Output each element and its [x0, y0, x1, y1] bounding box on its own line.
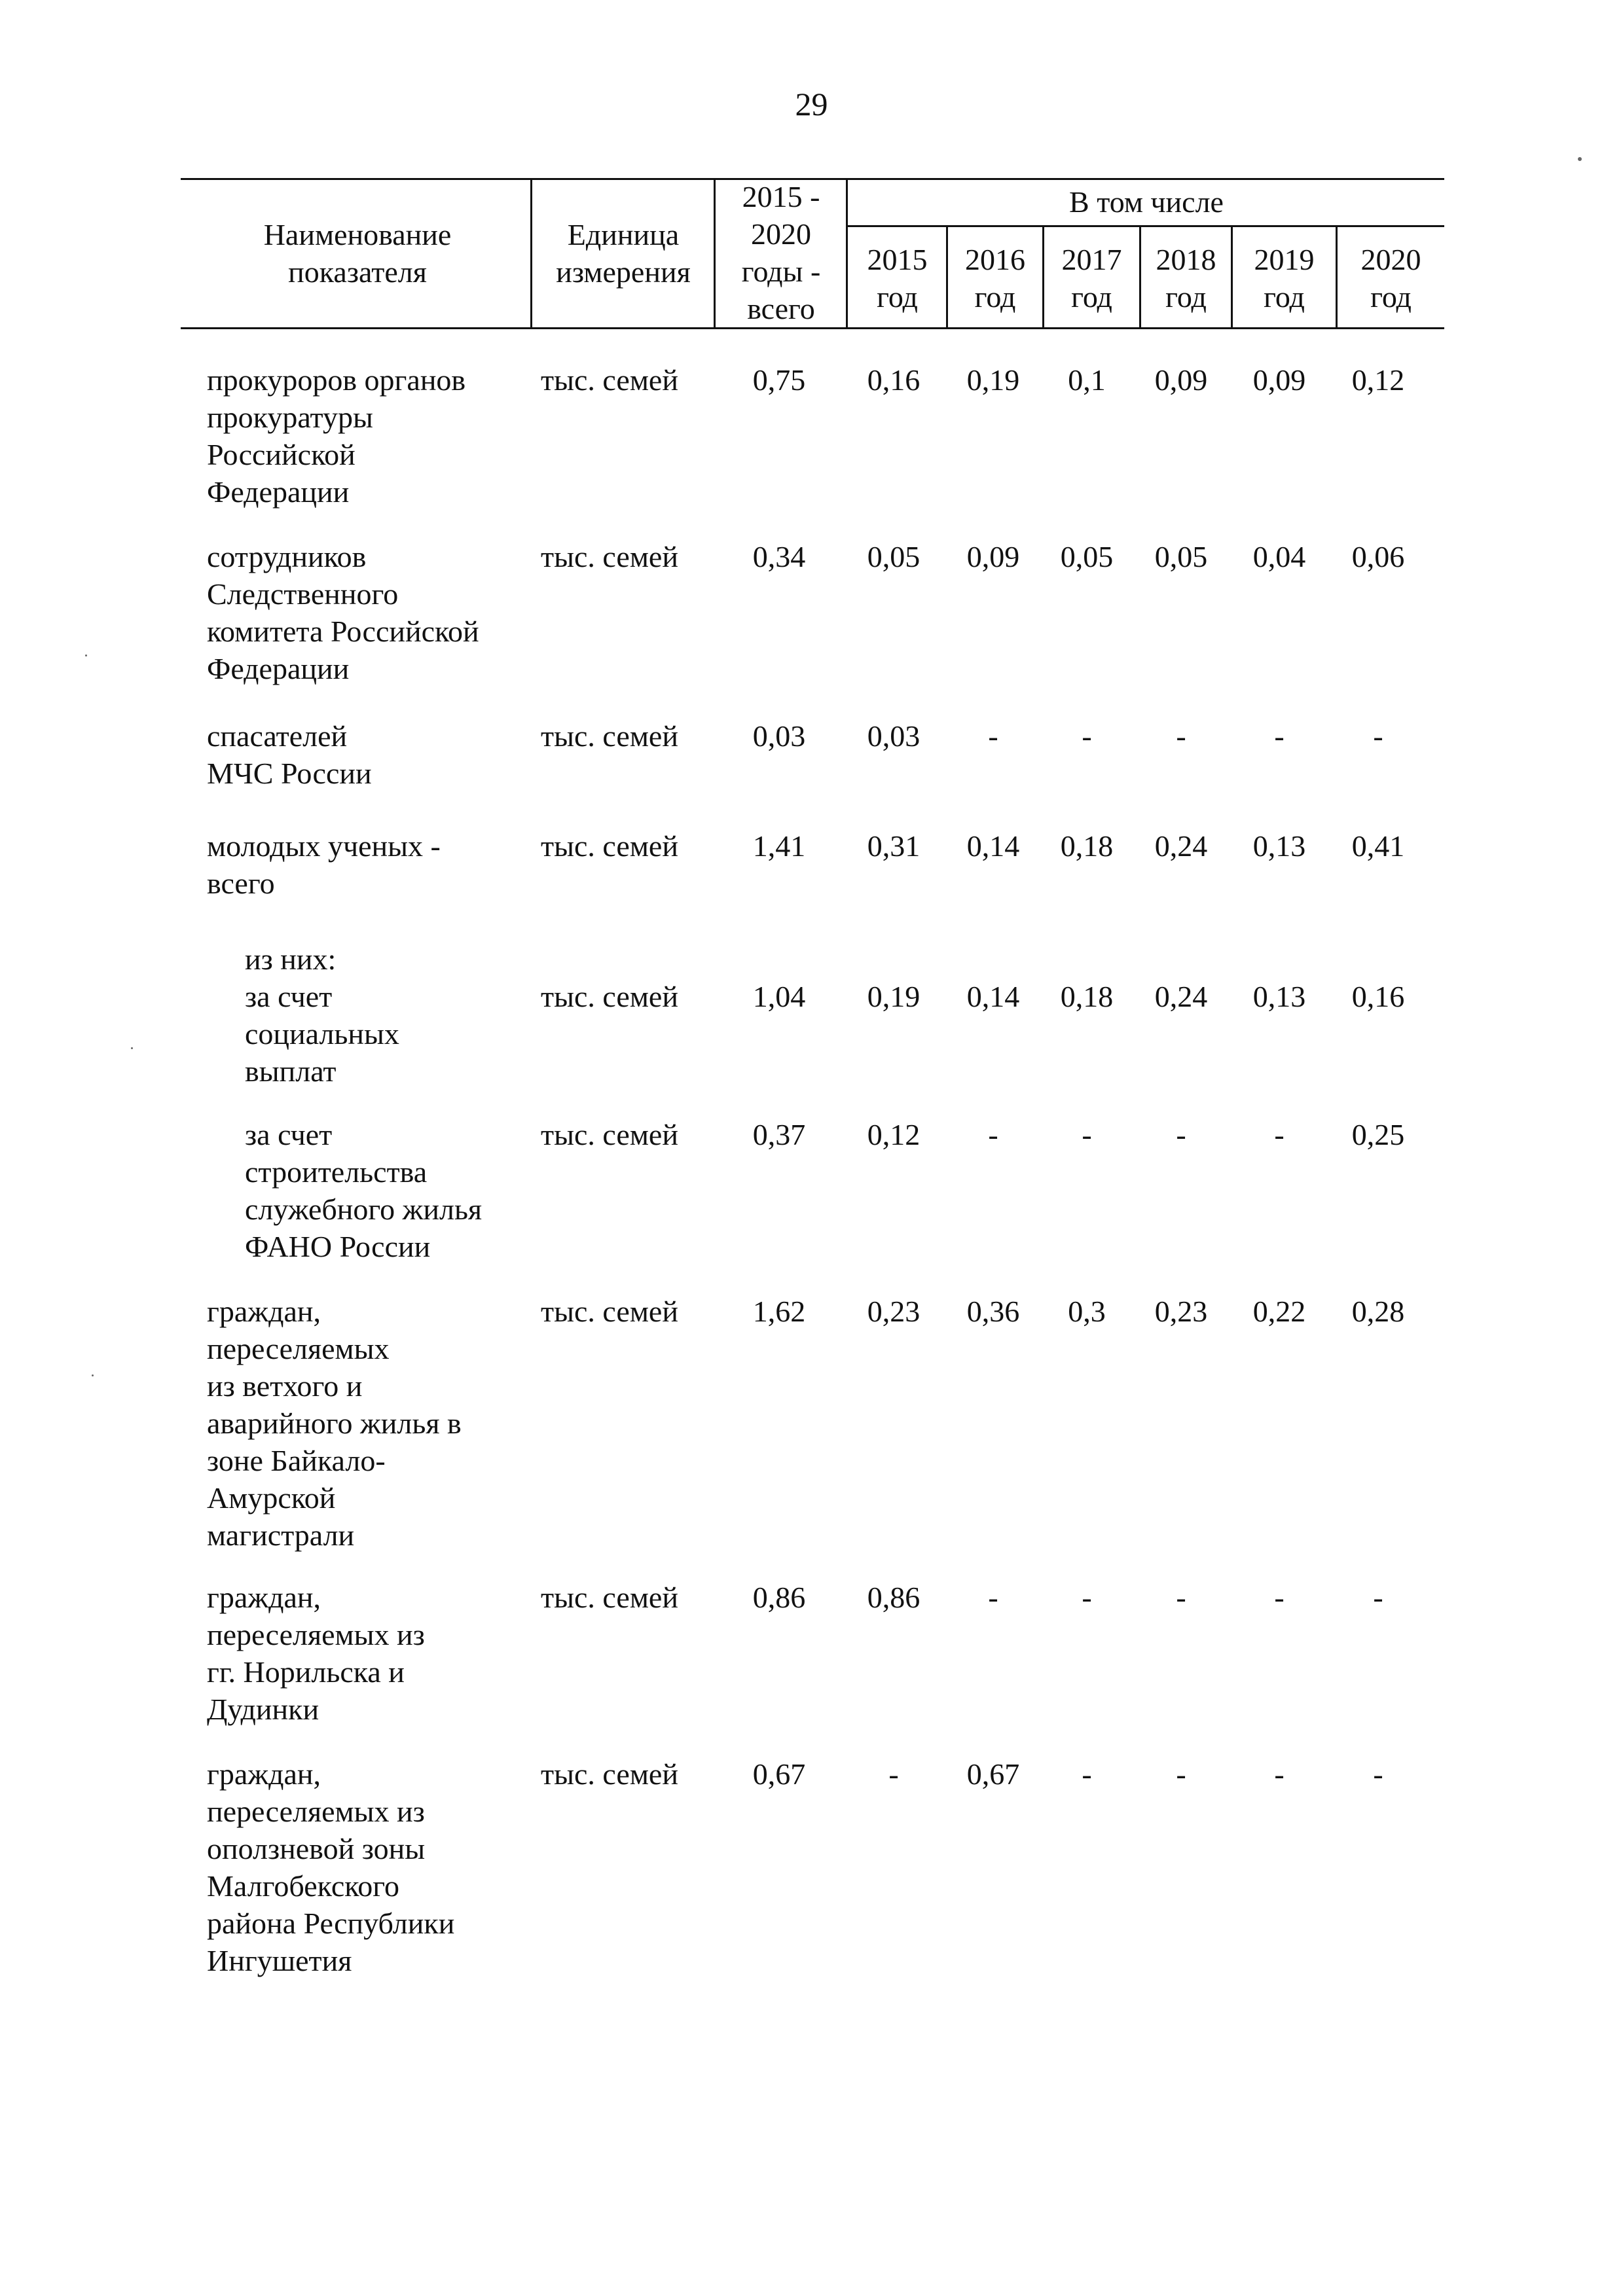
row-value-2018: 0,09	[1154, 363, 1208, 397]
name-line: из ветхого и	[207, 1369, 363, 1403]
row-value-2016: 0,14	[966, 980, 1020, 1013]
row-value-2017: 0,05	[1060, 540, 1114, 573]
row-value-2017: 0,18	[1060, 980, 1114, 1013]
header-total-line: всего	[747, 292, 815, 325]
name-line: всего	[207, 867, 275, 900]
row-total: 0,37	[752, 1118, 806, 1151]
name-line: переселяемых из	[207, 1795, 425, 1828]
row-value-2015: 0,86	[867, 1581, 921, 1614]
row-value-2018: 0,23	[1154, 1295, 1208, 1328]
header-year-2017	[1044, 241, 1139, 315]
name-line: за счет	[245, 1118, 333, 1151]
header-total-line: годы -	[741, 255, 821, 288]
row-value-2017: -	[1082, 1757, 1092, 1791]
row-value-2019: 0,13	[1252, 980, 1306, 1013]
header-year-label: 2015	[867, 243, 928, 276]
name-line: Российской	[207, 438, 356, 471]
header-including: В том числе	[1069, 185, 1224, 219]
row-total: 1,04	[752, 980, 806, 1013]
header-year-word: год	[1370, 280, 1412, 314]
header-name-line: Наименование	[263, 218, 452, 251]
row-total: 0,86	[752, 1581, 806, 1614]
row-name	[245, 1116, 539, 1265]
header-name-line: показателя	[288, 255, 427, 289]
row-unit: тыс. семей	[541, 1295, 678, 1328]
row-value-2015: 0,19	[867, 980, 921, 1013]
header-year-label: 2020	[1360, 243, 1421, 276]
name-line: выплат	[245, 1054, 337, 1088]
row-unit: тыс. семей	[541, 1581, 678, 1614]
name-line: переселяемых	[207, 1332, 390, 1365]
header-total	[716, 178, 846, 327]
name-line: Амурской	[207, 1481, 336, 1515]
header-divider	[714, 178, 716, 329]
header-year-label: 2019	[1254, 243, 1315, 276]
row-unit: тыс. семей	[541, 829, 678, 863]
page-number: 29	[795, 86, 828, 122]
name-line: прокуратуры	[207, 401, 373, 434]
name-line: оползневой зоны	[207, 1832, 426, 1865]
name-line: МЧС России	[207, 757, 372, 790]
row-total: 0,03	[752, 719, 806, 753]
row-value-2020: 0,06	[1351, 540, 1405, 573]
row-value-2020: 0,12	[1351, 363, 1405, 397]
header-year-word: год	[1165, 280, 1207, 314]
row-unit: тыс. семей	[541, 540, 678, 573]
name-line: гг. Норильска и	[207, 1655, 405, 1689]
name-line: ФАНО России	[245, 1230, 431, 1263]
name-line: Дудинки	[207, 1693, 319, 1726]
row-value-2018: 0,24	[1154, 829, 1208, 863]
row-value-2018: -	[1176, 1118, 1186, 1151]
row-value-2020: 0,25	[1351, 1118, 1405, 1151]
name-line: за счет	[245, 980, 333, 1013]
header-year-word: год	[1264, 280, 1305, 314]
row-value-2015: 0,16	[867, 363, 921, 397]
header-bottom-rule	[181, 327, 1444, 329]
row-value-2016: -	[988, 1118, 998, 1151]
row-unit: тыс. семей	[541, 1757, 678, 1791]
name-line: служебного жилья	[245, 1193, 483, 1226]
row-value-2020: 0,41	[1351, 829, 1405, 863]
row-value-2020: -	[1373, 1757, 1383, 1791]
row-unit: тыс. семей	[541, 1118, 678, 1151]
row-value-2019: 0,13	[1252, 829, 1306, 863]
name-line: зоне Байкало-	[207, 1444, 386, 1477]
header-year-2016	[948, 241, 1042, 315]
scan-speck	[131, 1047, 133, 1049]
row-unit: тыс. семей	[541, 719, 678, 753]
row-value-2019: -	[1274, 1581, 1285, 1614]
row-value-2019: 0,09	[1252, 363, 1306, 397]
name-line: строительства	[245, 1155, 428, 1189]
row-total: 1,62	[752, 1295, 806, 1328]
row-value-2016: -	[988, 719, 998, 753]
row-name	[207, 538, 534, 687]
name-line: граждан,	[207, 1581, 321, 1614]
row-total: 0,34	[752, 540, 806, 573]
header-divider	[846, 178, 848, 329]
scan-speck	[85, 655, 87, 656]
header-year-label: 2017	[1061, 243, 1122, 276]
row-value-2016: 0,67	[966, 1757, 1020, 1791]
row-value-2019: -	[1274, 1757, 1285, 1791]
row-name	[207, 1755, 534, 1979]
name-line: аварийного жилья в	[207, 1407, 462, 1440]
name-line: сотрудников	[207, 540, 367, 573]
name-line: Следственного	[207, 577, 399, 611]
row-value-2018: -	[1176, 1581, 1186, 1614]
row-total: 1,41	[752, 829, 806, 863]
name-line: прокуроров органов	[207, 363, 466, 397]
row-name	[207, 361, 534, 511]
name-line: молодых ученых -	[207, 829, 441, 863]
row-value-2018: 0,24	[1154, 980, 1208, 1013]
row-value-2020: -	[1373, 719, 1383, 753]
row-value-2017: 0,18	[1060, 829, 1114, 863]
row-value-2016: 0,36	[966, 1295, 1020, 1328]
header-year-2015	[848, 241, 946, 315]
name-line: комитета Российской	[207, 615, 479, 648]
row-total: 0,67	[752, 1757, 806, 1791]
row-value-2020: 0,28	[1351, 1295, 1405, 1328]
header-total-line: 2020	[751, 217, 811, 251]
row-name	[245, 978, 539, 1090]
header-year-word: год	[974, 280, 1016, 314]
row-value-2017: -	[1082, 1118, 1092, 1151]
row-name	[207, 717, 534, 792]
row-value-2019: -	[1274, 719, 1285, 753]
name-line: магистрали	[207, 1518, 355, 1552]
name-line: граждан,	[207, 1295, 321, 1328]
row-name	[207, 1579, 534, 1728]
row-value-2018: -	[1176, 719, 1186, 753]
row-value-2020: -	[1373, 1581, 1383, 1614]
row-value-2015: 0,23	[867, 1295, 921, 1328]
row-value-2019: -	[1274, 1118, 1285, 1151]
row-value-2015: 0,31	[867, 829, 921, 863]
name-line: Федерации	[207, 475, 350, 509]
row-name	[207, 827, 534, 902]
row-unit: тыс. семей	[541, 980, 678, 1013]
header-unit-line: Единица	[567, 218, 680, 251]
row-value-2019: 0,04	[1252, 540, 1306, 573]
row-value-2016: 0,09	[966, 540, 1020, 573]
header-year-2018	[1141, 241, 1231, 315]
row-value-2017: 0,3	[1068, 1295, 1106, 1328]
row-value-2018: -	[1176, 1757, 1186, 1791]
header-divider	[530, 178, 532, 329]
row-value-2015: 0,12	[867, 1118, 921, 1151]
row-value-2015: 0,05	[867, 540, 921, 573]
row-value-2016: 0,19	[966, 363, 1020, 397]
row-value-2016: 0,14	[966, 829, 1020, 863]
header-total-line: 2015 -	[742, 180, 820, 213]
row-subheading: из них:	[245, 942, 337, 976]
row-unit: тыс. семей	[541, 363, 678, 397]
row-value-2017: -	[1082, 719, 1092, 753]
scan-speck	[1578, 157, 1582, 161]
header-years-rule	[846, 225, 1444, 227]
header-year-label: 2018	[1156, 243, 1216, 276]
header-year-label: 2016	[965, 243, 1025, 276]
name-line: спасателей	[207, 719, 348, 753]
name-line: граждан,	[207, 1757, 321, 1791]
header-unit-line: измерения	[556, 255, 691, 289]
row-value-2019: 0,22	[1252, 1295, 1306, 1328]
header-year-2019	[1233, 241, 1336, 315]
name-line: Ингушетия	[207, 1944, 352, 1977]
row-value-2015: -	[888, 1757, 899, 1791]
row-value-2016: -	[988, 1581, 998, 1614]
header-year-word: год	[1071, 280, 1112, 314]
scan-speck	[92, 1374, 94, 1376]
row-value-2017: 0,1	[1068, 363, 1106, 397]
name-line: Малгобекского	[207, 1869, 399, 1903]
name-line: социальных	[245, 1017, 399, 1050]
header-name	[187, 216, 528, 291]
header-year-word: год	[877, 280, 918, 314]
header-unit	[533, 216, 714, 291]
header-year-2020	[1338, 241, 1444, 315]
row-total: 0,75	[752, 363, 806, 397]
row-name	[207, 1293, 534, 1554]
name-line: района Республики	[207, 1907, 455, 1940]
row-value-2020: 0,16	[1351, 980, 1405, 1013]
name-line: Федерации	[207, 652, 350, 685]
name-line: переселяемых из	[207, 1618, 425, 1651]
row-value-2015: 0,03	[867, 719, 921, 753]
row-value-2017: -	[1082, 1581, 1092, 1614]
row-value-2018: 0,05	[1154, 540, 1208, 573]
